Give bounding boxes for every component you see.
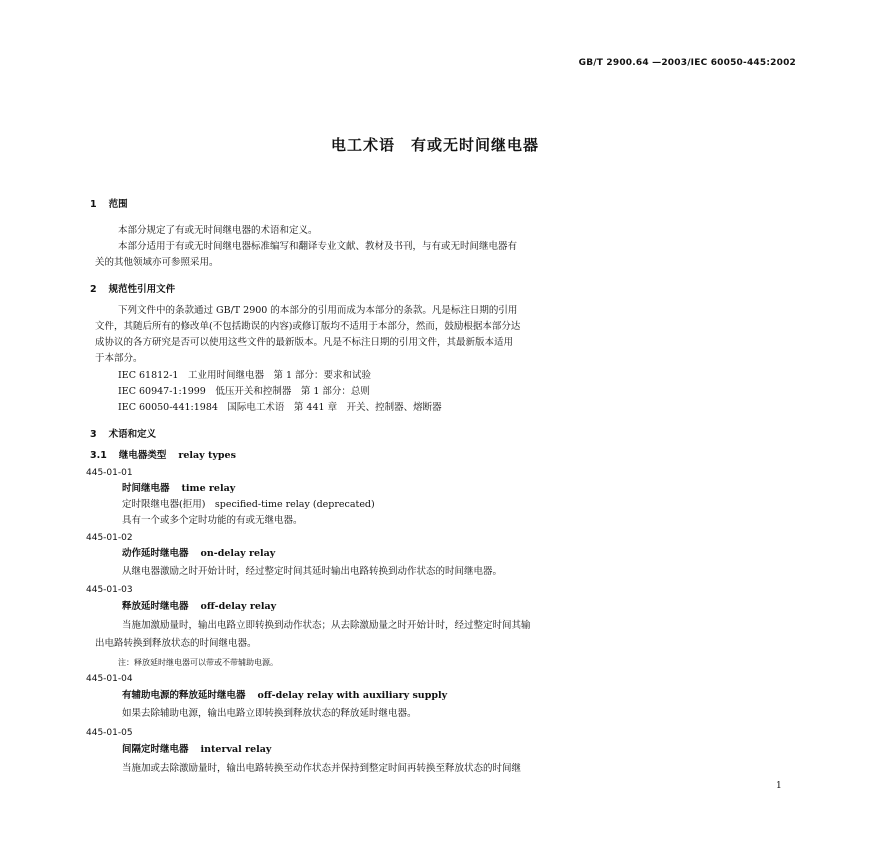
term-zh: 动作延时继电器: [122, 548, 189, 559]
term-number: 445-01-05: [86, 728, 133, 738]
term-definition: 具有一个或多个定时功能的有或无继电器。: [122, 515, 303, 526]
term-heading: [122, 689, 447, 703]
reference-item: IEC 61812-1 工业用时间继电器 第 1 部分：要求和试验: [118, 370, 372, 381]
term-definition-line-1: 当施加激励量时，输出电路立即转换到动作状态；从去除激励量之时开始计时，经过整定时间其输: [122, 620, 531, 631]
term-number: 445-01-02: [86, 533, 133, 543]
term-heading: [122, 482, 235, 496]
term-zh: 间隔定时继电器: [122, 744, 189, 755]
term-en: on-delay relay: [200, 548, 276, 559]
section-3-title: 术语和定义: [108, 429, 157, 440]
section-1-paragraph-1: 本部分规定了有或无时间继电器的术语和定义。: [118, 225, 318, 236]
section-2-paragraph-line-4: 于本部分。: [95, 353, 143, 364]
section-1-paragraph-2-line-1: 本部分适用于有或无时间继电器标准编写和翻译专业文献、教材及书刊，与有或无时间继电器有: [118, 241, 518, 252]
section-3-number: 3: [90, 429, 97, 440]
term-number: 445-01-01: [86, 468, 133, 478]
term-heading: [122, 743, 271, 757]
term-en: interval relay: [200, 744, 272, 755]
term-heading: [122, 600, 276, 614]
section-2-number: 2: [90, 284, 97, 295]
page-number: 1: [776, 781, 782, 791]
section-2-paragraph-line-2: 文件，其随后所有的修改单(不包括勘误的内容)或修订版均不适用于本部分，然而，鼓励根据本部分达: [95, 321, 521, 332]
term-number: 445-01-04: [86, 674, 133, 684]
term-en: off-delay relay: [200, 601, 277, 612]
subsection-number: 3.1: [90, 450, 107, 461]
section-1-paragraph-2-line-2: 关的其他领域亦可参照采用。: [95, 257, 219, 268]
page-title: 电工术语 有或无时间继电器: [330, 136, 539, 154]
section-2-paragraph-line-1: 下列文件中的条款通过 GB/T 2900 的本部分的引用而成为本部分的条款。凡是标注日期的引用: [118, 305, 518, 316]
section-2-title: 规范性引用文件: [108, 284, 176, 295]
section-1-heading: [90, 198, 128, 212]
section-2-heading: [90, 283, 175, 297]
subsection-title-en: relay types: [178, 450, 236, 461]
term-en: time relay: [181, 483, 236, 494]
term-number: 445-01-03: [86, 585, 133, 595]
term-definition: 如果去除辅助电源，输出电路立即转换到释放状态的释放延时继电器。: [122, 708, 417, 719]
section-1-title: 范围: [108, 199, 128, 210]
subsection-title-zh: 继电器类型: [118, 450, 167, 461]
term-zh: 有辅助电源的释放延时继电器: [122, 690, 246, 701]
term-heading: [122, 547, 275, 561]
term-definition: 从继电器激励之时开始计时，经过整定时间其延时输出电路转换到动作状态的时间继电器。: [122, 566, 503, 577]
term-note: 注：释放延时继电器可以带或不带辅助电源。: [118, 658, 278, 667]
term-zh: 释放延时继电器: [122, 601, 189, 612]
reference-item: IEC 60947-1:1999 低压开关和控制器 第 1 部分：总则: [118, 386, 370, 397]
section-2-paragraph-line-3: 成协议的各方研究是否可以使用这些文件的最新版本。凡是不标注日期的引用文件，其最新版本适用: [95, 337, 514, 348]
reference-item: IEC 60050-441:1984 国际电工术语 第 441 章 开关、控制器、熔断器: [118, 402, 442, 413]
term-definition-line-2: 出电路转换到释放状态的时间继电器。: [95, 638, 257, 649]
subsection-heading: [90, 449, 236, 463]
term-definition: 当施加或去除激励量时，输出电路转换至动作状态并保持到整定时间再转换至释放状态的时间继: [122, 763, 522, 774]
term-en: off-delay relay with auxiliary supply: [257, 690, 448, 701]
section-3-heading: [90, 428, 156, 442]
section-1-number: 1: [90, 199, 97, 210]
standard-number: GB/T 2900.64 —2003/IEC 60050-445:2002: [578, 58, 796, 68]
term-alternative: 定时限继电器(拒用) specified-time relay (deprecated): [122, 499, 375, 510]
term-zh: 时间继电器: [122, 483, 170, 494]
